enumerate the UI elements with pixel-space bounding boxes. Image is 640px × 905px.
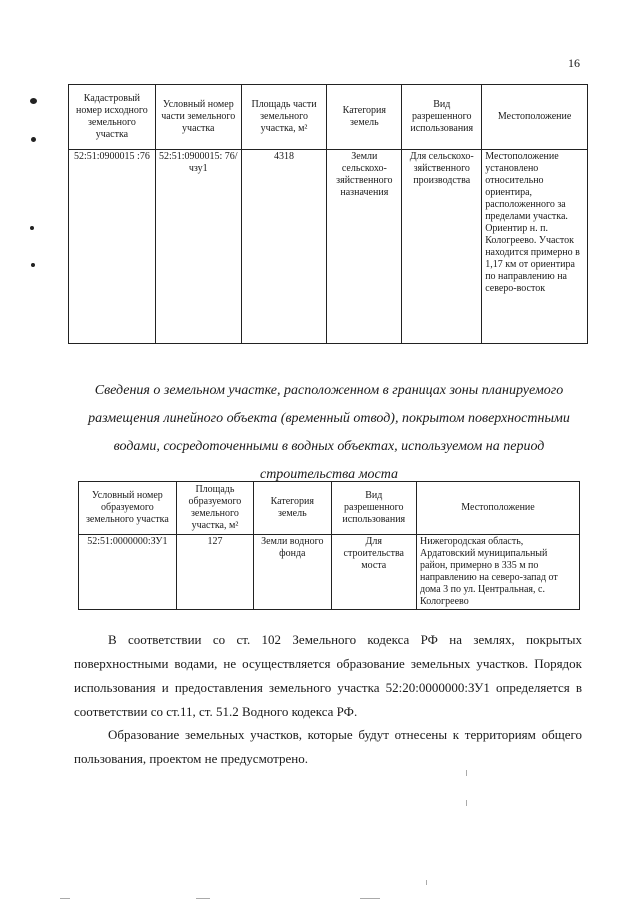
column-header: Условный номер образуемого земельного участка [79, 482, 177, 535]
category-cell: Земли сельскохо-зяйственного назначения [327, 150, 402, 344]
location-cell: Нижегородская область, Ардатовский муниципальный район, примерно в 335 м по направлению на северо-запад от дома 3 по ул. Центральная, с. Кологреево [417, 535, 580, 610]
conditional-number-cell: 52:51:0000000:ЗУ1 [79, 535, 177, 610]
use-cell: Для строительства моста [331, 535, 417, 610]
column-header: Категория земель [327, 85, 402, 150]
column-header: Вид разрешенного использования [331, 482, 417, 535]
binding-mark [31, 263, 35, 267]
binding-mark [30, 226, 34, 230]
binding-mark [31, 137, 36, 142]
column-header: Категория земель [254, 482, 331, 535]
use-cell: Для сельскохо-зяйственного производства [402, 150, 482, 344]
column-header: Местоположение [482, 85, 588, 150]
column-header: Площадь части земельного участка, м² [241, 85, 327, 150]
water-plot-table [78, 481, 580, 610]
location-cell: Местоположение установлено относительно ориентира, расположенного за пределами участка. Ориентир н. п. Кологреево. Участок находится примерно в 1,17 км от ориентира по направлению на северо-восток [482, 150, 588, 344]
column-header: Кадастровый номер исходного земельного участка [69, 85, 156, 150]
scan-artifact [426, 880, 427, 885]
scan-artifact [360, 898, 380, 899]
page-number: 16 [568, 56, 580, 70]
scan-artifact [466, 800, 467, 806]
column-header: Местоположение [417, 482, 580, 535]
category-cell: Земли водного фонда [254, 535, 331, 610]
scan-artifact [60, 898, 70, 899]
area-cell: 127 [176, 535, 253, 610]
column-header: Вид разрешенного использования [402, 85, 482, 150]
column-header: Площадь образуемого земельного участка, м² [176, 482, 253, 535]
section-heading: Сведения о земельном участке, расположенном в границах зоны планируемого размещения линейного объекта (временный отвод), покрытом поверхностными водами, сосредоточенными в водных объектах, используемом на период строительства моста [88, 383, 570, 482]
table-row [69, 150, 588, 344]
body-paragraph: В соответствии со ст. 102 Земельного кодекса РФ на землях, покрытых поверхностными водами, не осуществляется образование земельных участков. Порядок использования и предоставления земельного участка 52:20:0000000:ЗУ1 определяется в соответствии со ст.11, ст. 51.2 Водного кодекса РФ. [74, 632, 582, 719]
column-header: Условный номер части земельного участка [155, 85, 241, 150]
scan-artifact [466, 770, 467, 776]
table-header-row [79, 482, 580, 535]
table-row [79, 535, 580, 610]
body-paragraph: Образование земельных участков, которые будут отнесены к территориям общего пользования, проектом не предусмотрено. [74, 727, 582, 766]
cadastral-number-cell: 52:51:0900015 :76 [69, 150, 156, 344]
area-cell: 4318 [241, 150, 327, 344]
table-header-row [69, 85, 588, 150]
scan-artifact [196, 898, 210, 899]
binding-mark [30, 98, 37, 104]
conditional-number-cell: 52:51:0900015: 76/чзу1 [155, 150, 241, 344]
land-plot-table [68, 84, 588, 344]
